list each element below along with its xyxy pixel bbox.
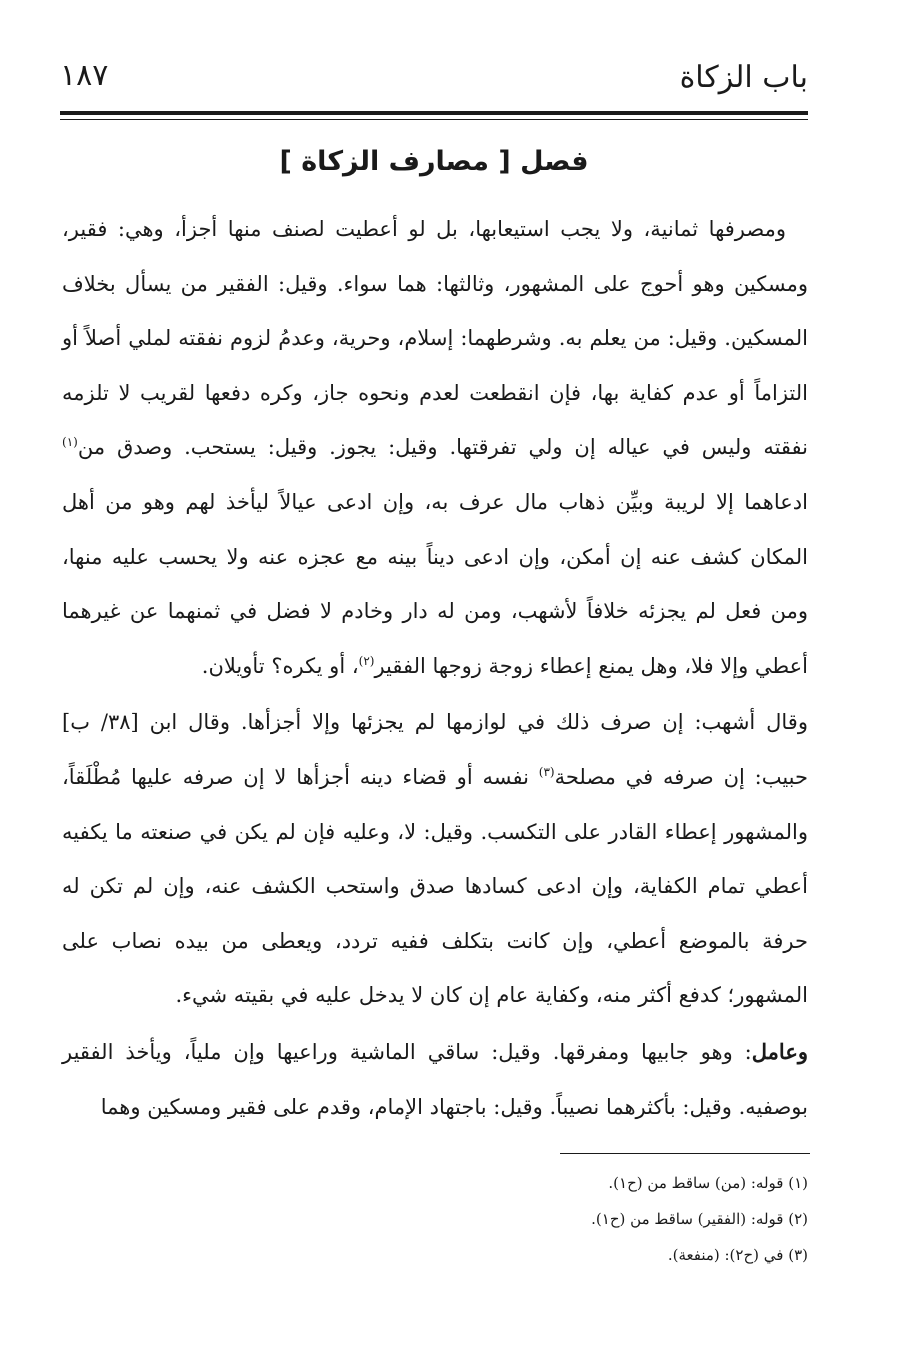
footnote-ref-3: (٣) — [538, 764, 555, 779]
paragraph-3-text: : وهو جابيها ومفرقها. وقيل: ساقي الماشية وراعيها وإن ملياً، ويأخذ الفقير بوصفيه. وقيل: بأكثرهما نصيباً. وقيل: باجتهاد الإمام، وقدم على فقير ومسكين وهما — [62, 1039, 808, 1119]
paragraph-1-text-b: ادعاهما إلا لريبة وبيِّن ذهاب مال عرف به، وإن ادعى عيالاً ليأخذ لهم وهو من أهل المكان كشف عنه إن أمكن، وإن ادعى ديناً بينه مع عجزه عنه ولا يحسب عليه منها، ومن فعل لم يجزئه خلافاً لأشهب، ومن له دار وخادم لا فضل في ثمنهما عن غيرهما أعطي وإلا فلا، وهل يمنع إعطاء زوجة زوجها الفقير — [62, 489, 808, 678]
running-header-title: باب الزكاة — [679, 60, 808, 95]
paragraph-2-text-a: وقال أشهب: إن صرف ذلك في لوازمها لم يجزئها وإلا أجزأها. وقال ابن [٣٨/ ب] حبيب: إن صرفه في مصلحة — [62, 710, 808, 789]
footnote-separator — [560, 1153, 810, 1154]
header-rule-thick — [60, 111, 808, 115]
page-number: ١٨٧ — [60, 58, 109, 93]
footnote-1: (١) قوله: (من) ساقط من (ح١). — [608, 1174, 808, 1192]
footnote-3: (٣) في (ح٢): (منفعة). — [667, 1246, 808, 1264]
paragraph-3-lead-word: وعامل — [751, 1038, 808, 1064]
footnote-2: (٢) قوله: (الفقير) ساقط من (ح١). — [591, 1210, 808, 1228]
paragraph-1-text-a: ومصرفها ثمانية، ولا يجب استيعابها، بل لو أعطيت لصنف منها أجزأ، وهي: فقير، ومسكين وهو أحوج على المشهور، وثالثها: هما سواء. وقيل: الفقير من يسأل بخلاف المسكين. وقيل: من يعلم به. وشرطهما: إسلام، وحرية، وعدمُ لزوم نفقته لملي أصلاً أو التزاماً أو عدم كفاية بها، فإن انقطعت لعدم ونحوه جاز، وكره دفعها لقريب لا تلزمه نفقته وليس في عياله إن ولي تفرقتها. وقيل: يجوز. وقيل: يستحب. وصدق من — [62, 217, 808, 460]
footnote-ref-2: (٢) — [358, 653, 375, 668]
section-heading: فصل [ مصارف الزكاة ] — [279, 146, 589, 177]
paragraph-3 — [62, 1025, 808, 1134]
paragraph-1-text-c: ، أو يكره؟ تأويلان. — [201, 653, 359, 678]
footnotes — [300, 1165, 808, 1273]
header-rule-thin — [60, 119, 808, 120]
footnote-ref-1: (١) — [62, 435, 78, 450]
paragraph-1 — [62, 202, 808, 693]
paragraph-2-text-b: نفسه أو قضاء دينه أجزأها لا إن صرفه عليها مُطْلَقاً، والمشهور إعطاء القادر على التكسب. وقيل: لا، وعليه فإن لم يكن في صنعته ما يكفيه أعطي تمام الكفاية، وإن ادعى كسادها صدق واستحب الكشف عنه، وإن لم تكن له حرفة بالموضع أعطي، وإن كانت بتكلف ففيه تردد، ويعطى من بيده نصاب على المشهور؛ كدفع أكثر منه، وكفاية عام إن كان لا يدخل عليه في بقيته شيء. — [62, 764, 808, 1008]
main-text — [62, 202, 808, 1134]
running-header — [60, 48, 808, 108]
paragraph-2 — [62, 695, 808, 1023]
